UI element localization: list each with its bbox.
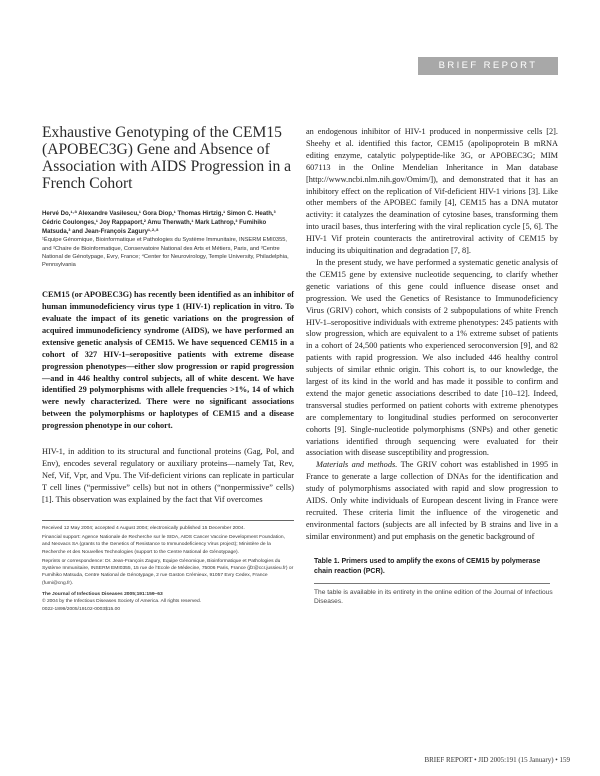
footnotes [42,520,294,587]
reprints-note: Reprints or correspondence: Dr. Jean-François Zagury, Equipe Génomique, Bioinformatique et Pathologies du Système Immunitaire, INSERM EMI0355, 15 rue de l’Ecole de Médecine, 75006 Paris, France (jfz@ccr.jussieu.fr) or Fumihiko Matsuda, Centre National de Génotypage, 2 rue Gaston Crémieux, 91057 Evry Cedex, France (fumi@cng.fr). [42,558,294,586]
table-caption: Table 1. Primers used to amplify the exons of CEM15 by polymerase chain reaction (PCR). [314,557,541,575]
introduction-paragraph: HIV-1, in addition to its structural and functional proteins (Gag, Pol, and Env), encodes several regulatory or auxiliary proteins—namely Tat, Rev, Nef, Vif, Vpr, and Vpu. The Vif-deficient virions can replicate in particular T cell lines (“permissive” cells) but not in others (“nonpermissive” cells) [1]. This observation was explained by the fact that Vif overcomes [42,447,294,504]
author-affiliations: ¹Équipe Génomique, Bioinformatique et Pathologies du Système Immunitaire, INSERM EMI0355, and ²Chaire de Bioinformatique, Conservatoire National des Arts et Métiers, Paris, and ³Centre National de Génotypage, Evry, France; ⁴Center for Neurovirology, Temple University, Philadelphia, Pennsylvania [42,237,289,268]
methods-heading: Materials and methods. [316,460,398,470]
body-paragraph-1: an endogenous inhibitor of HIV-1 produced in nonpermissive cells [2]. Sheehy et al. identified this factor, CEM15 (apolipoprotein B mRNA editing enzyme, catalytic polypeptide-like 3G, or APOBEC3G; MIM 607113 in the Online Mendelian Inheritance in Man database [http://www.ncbi.nlm.nih.gov/Omim/]), and demonstrated that it has an inhibitory effect on the replication of Vif-deficient HIV-1 virions [3]. Like other members of the APOBEC family [4], CEM15 has a DNA mutator activity: it catalyzes the deamination of cytosine bases, transforming them into uracil bases, thus interfering with the viral replication cycle [5, 6]. The HIV-1 Vif protein counteracts the antiretroviral activity of CEM15 by inducing its ubiquitination and degradation [7, 8]. [306,127,558,256]
table-note: The table is available in its entirety in the online edition of the Journal of Infectious Diseases. [314,588,553,606]
issn-line: 0022-1899/2005/19102-0003$15.00 [42,606,121,612]
section-banner: BRIEF REPORT [418,57,558,75]
journal-info [42,591,294,613]
page-footer: BRIEF REPORT • JID 2005:191 (15 January) • 159 [424,756,570,764]
body-paragraph-2: In the present study, we have performed a systematic genetic analysis of the CEM15 gene by extensive nucleotide sequencing, to clarify whether genetic variations of this gene could influence disease onset and progression. We used the Genetics of Resistance to Immunodeficiency Virus (GRIV) cohort, which consists of 2 subpopulations of white French HIV-1–seropositive individuals with extreme phenotypes: 245 patients with slow progression, which are equivalent to a 1% extreme subset of patients in a cohort of 24,500 patients who experienced seroconversion [9], and 82 patients with rapid progression. We also included 446 healthy control subjects of similar ethnic origin. This cohort is, to our knowledge, the largest of its kind in the world and has made it possible to confirm and extend the major genetic associations described to date [10–12]. Indeed, transversal studies performed on patient cohorts with extreme phenotypes are complementary to longitudinal studies performed on seroconverter cohorts [9]. Single-nucleotide polymorphisms (SNPs) and other genetic variations identified through sequencing were evaluated for their association with disease susceptibility and progression. [306,257,558,458]
right-column [306,126,558,607]
table-divider [314,583,550,584]
left-column [42,124,294,613]
article-title: Exhaustive Genotyping of the CEM15 (APOBEC3G) Gene and Absence of Association with AIDS Progression in a French Cohort [42,124,292,192]
author-list: Hervé Do,¹·ª Alexandre Vasilescu,¹ Gora Diop,¹ Thomas Hirtzig,¹ Simon C. Heath,³ Cédric Coulonges,¹ Joy Rappaport,² Amu Therwath,¹ Mark Lathrop,³ Fumihiko Matsuda,³ and Jean-François Zagury¹·²·ª [42,210,276,235]
journal-citation: The Journal of Infectious Diseases 2005;191:159–63 [42,591,163,597]
body-paragraph-3 [306,459,558,542]
methods-text: The GRIV cohort was established in 1995 in France to generate a large collection of DNAs for the identification and study of polymorphisms associated with rapid and slow progression to AIDS. Only white individuals of European descent living in France were recruited. These criteria limit the influence of the virogenetic and environmental factors (subjects are all infected by B strains and live in a similar environment) and put emphasis on the genetic background of [306,460,558,541]
table-1-box [314,557,558,607]
abstract: CEM15 (or APOBEC3G) has recently been identified as an inhibitor of human immunodeficiency virus type 1 (HIV-1) replication in vitro. To evaluate the impact of its genetic variations on the progression of acquired immunodeficiency syndrome (AIDS), we have performed an extensive genetic analysis of CEM15. We have sequenced CEM15 in a cohort of 327 HIV-1–seropositive patients with extreme disease progression phenotypes—either slow progression or rapid progression—and in 446 healthy control subjects, all of white descent. We have identified 29 polymorphisms with allele frequencies >1%, 14 of which were newly characterized. There were no significant associations between the polymorphisms or haplotypes of CEM15 and a disease progression phenotype in our cohort. [42,290,294,431]
financial-support-note: Financial support: Agence Nationale de Recherche sur le SIDA, AIDS Cancer Vaccine Development Foundation, and Neovacs SA (grants to the Genetics of Resistance to Immunodeficiency Virus project); Ministère de la Recherche et des Nouvelles Technologies (support to the Centre National de Génotypage). [42,534,285,555]
copyright-line: © 2004 by the Infectious Diseases Society of America. All rights reserved. [42,599,202,605]
received-note: Received 12 May 2004; accepted 4 August 2004; electronically published 15 December 2004. [42,525,245,531]
